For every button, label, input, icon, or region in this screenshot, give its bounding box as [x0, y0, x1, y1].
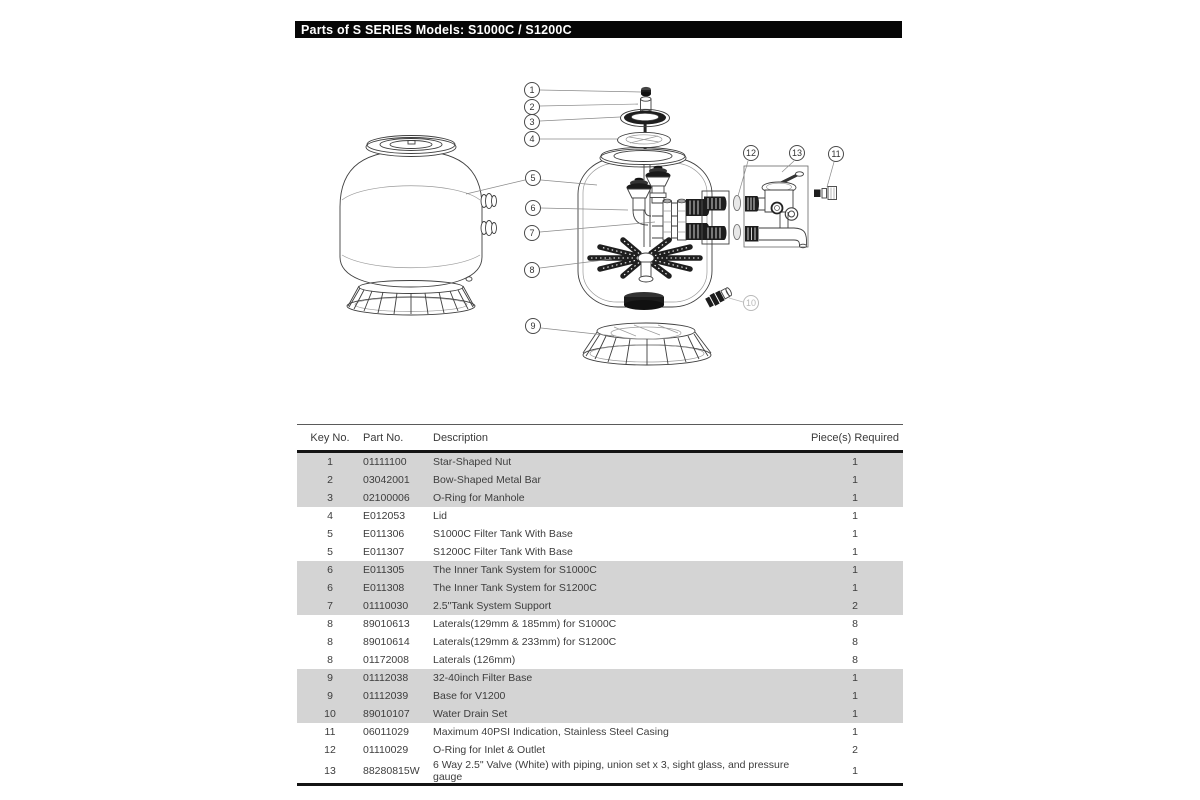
- cell-description: Star-Shaped Nut: [433, 456, 512, 468]
- cell-part-no: 01110029: [363, 744, 409, 756]
- cell-pieces-required: 8: [852, 654, 858, 666]
- callout-7: [525, 226, 540, 241]
- callout-9-label: 9: [530, 321, 536, 331]
- cell-key-no: 2: [327, 474, 333, 486]
- part-manhole-o-ring: [621, 109, 670, 126]
- cell-description: Laterals(129mm & 233mm) for S1200C: [433, 636, 617, 648]
- callout-3-label: 3: [529, 117, 535, 127]
- parts-table: [297, 424, 903, 786]
- callout-10: [744, 296, 759, 311]
- callout-11-label: 11: [831, 149, 841, 159]
- tank-side-port-upper: [481, 194, 497, 209]
- callout-6: [526, 201, 541, 216]
- part-tank-system-support: [663, 199, 686, 240]
- cell-description: Water Drain Set: [433, 708, 508, 720]
- cell-key-no: 5: [327, 528, 333, 540]
- part-filter-base: [583, 323, 711, 365]
- cell-pieces-required: 1: [852, 708, 858, 720]
- part-six-way-valve: [744, 166, 808, 248]
- cell-part-no: 01172008: [363, 654, 409, 666]
- part-laterals: [590, 240, 700, 282]
- callout-4-label: 4: [529, 134, 535, 144]
- callout-5: [526, 171, 541, 186]
- cell-part-no: 02100006: [363, 492, 410, 504]
- callout-10-label: 10: [745, 298, 757, 308]
- cell-key-no: 10: [324, 708, 336, 720]
- callout-2-label: 2: [529, 102, 535, 112]
- callout-3: [525, 115, 540, 130]
- tank-side-port-lower: [481, 221, 497, 236]
- part-lid: [618, 132, 671, 147]
- cell-key-no: 4: [327, 510, 333, 522]
- cell-pieces-required: 1: [852, 672, 858, 684]
- cell-key-no: 3: [327, 492, 333, 504]
- cell-description: Laterals(129mm & 185mm) for S1000C: [433, 618, 617, 630]
- cell-part-no: E011307: [363, 546, 405, 558]
- callout-2: [525, 100, 540, 115]
- page-title: Parts of S SERIES Models: S1000C / S1200C: [301, 22, 572, 37]
- part-union-connectors: [702, 191, 729, 244]
- cell-pieces-required: 1: [852, 564, 858, 576]
- callout-7-label: 7: [529, 228, 535, 238]
- tank-bottom-drain-collar: [624, 292, 664, 310]
- table-row: [297, 615, 903, 633]
- table-row: [297, 507, 903, 525]
- cell-description: S1200C Filter Tank With Base: [433, 546, 573, 558]
- cell-key-no: 8: [327, 654, 333, 666]
- callout-8: [525, 263, 540, 278]
- table-row: [297, 561, 903, 579]
- cell-key-no: 12: [324, 744, 336, 756]
- callout-9: [526, 319, 541, 334]
- table-row: [297, 651, 903, 669]
- cell-part-no: 88280815W: [363, 765, 420, 777]
- cell-pieces-required: 1: [852, 510, 858, 522]
- cell-pieces-required: 1: [852, 492, 858, 504]
- callout-6-label: 6: [530, 203, 536, 213]
- cell-part-no: E011305: [363, 564, 405, 576]
- cell-description: The Inner Tank System for S1200C: [433, 582, 597, 594]
- callout-12: [744, 146, 759, 161]
- cell-description: Maximum 40PSI Indication, Stainless Steel Casing: [433, 726, 669, 738]
- part-water-drain-set: [705, 286, 734, 309]
- cell-pieces-required: 1: [852, 474, 858, 486]
- cell-part-no: E011306: [363, 528, 405, 540]
- cell-part-no: 01112038: [363, 672, 409, 684]
- table-row: [297, 471, 903, 489]
- cell-pieces-required: 8: [852, 636, 858, 648]
- cell-description: Bow-Shaped Metal Bar: [433, 474, 541, 486]
- cell-part-no: 01112039: [363, 690, 409, 702]
- cell-key-no: 7: [327, 600, 333, 612]
- cell-pieces-required: 1: [852, 765, 858, 777]
- table-row: [297, 687, 903, 705]
- cell-pieces-required: 1: [852, 690, 858, 702]
- part-inner-tank-system: [627, 165, 710, 247]
- parts-table-header: [297, 425, 903, 452]
- cell-description: 32-40inch Filter Base: [433, 672, 533, 684]
- cell-part-no: E012053: [363, 510, 406, 522]
- column-header-pieces-required: Piece(s) Required: [807, 425, 903, 452]
- cell-part-no: 89010107: [363, 708, 410, 720]
- cell-part-no: 89010614: [363, 636, 410, 648]
- cell-part-no: 01110030: [363, 600, 409, 612]
- table-row: [297, 489, 903, 507]
- cell-pieces-required: 1: [852, 726, 858, 738]
- table-row: [297, 759, 903, 785]
- cell-key-no: 8: [327, 618, 333, 630]
- part-pressure-gauge-fitting: [814, 187, 837, 200]
- cell-part-no: 01111100: [363, 456, 407, 468]
- callout-5-label: 5: [530, 173, 536, 183]
- cell-description: O-Ring for Inlet & Outlet: [433, 744, 546, 756]
- tank-base-skirt: [347, 281, 475, 316]
- column-header-part-no: Part No.: [363, 425, 433, 452]
- parts-table-body: [297, 452, 903, 785]
- table-row: [297, 633, 903, 651]
- cell-key-no: 1: [327, 456, 333, 468]
- cell-key-no: 6: [327, 582, 333, 594]
- cell-key-no: 11: [324, 726, 336, 738]
- cell-key-no: 9: [327, 672, 333, 684]
- callout-8-label: 8: [529, 265, 535, 275]
- cell-pieces-required: 1: [852, 582, 858, 594]
- table-row: [297, 543, 903, 561]
- cell-description: Lid: [433, 510, 448, 522]
- cell-part-no: 06011029: [363, 726, 409, 738]
- callout-1-label: 1: [529, 85, 535, 95]
- cell-description: Laterals (126mm): [433, 654, 516, 666]
- cell-description: 6 Way 2.5" Valve (White) with piping, union set x 3, sight glass, and pressure gauge: [433, 759, 790, 783]
- cell-pieces-required: 8: [852, 618, 858, 630]
- table-row: [297, 579, 903, 597]
- cell-pieces-required: 1: [852, 528, 858, 540]
- table-row: [297, 452, 903, 472]
- cell-key-no: 5: [327, 546, 333, 558]
- cell-pieces-required: 2: [852, 600, 858, 612]
- cell-key-no: 8: [327, 636, 333, 648]
- cell-description: The Inner Tank System for S1000C: [433, 564, 597, 576]
- callout-1: [525, 83, 540, 98]
- callout-12-label: 12: [745, 148, 757, 158]
- cell-description: Base for V1200: [433, 690, 506, 702]
- cell-key-no: 9: [327, 690, 333, 702]
- cell-description: S1000C Filter Tank With Base: [433, 528, 573, 540]
- cell-pieces-required: 2: [852, 744, 858, 756]
- table-row: [297, 705, 903, 723]
- table-row: [297, 597, 903, 615]
- callout-4: [525, 132, 540, 147]
- callout-13: [790, 146, 805, 161]
- table-row: [297, 723, 903, 741]
- cell-part-no: E011308: [363, 582, 405, 594]
- table-row: [297, 669, 903, 687]
- assembled-tank: [340, 136, 497, 316]
- cell-pieces-required: 1: [852, 546, 858, 558]
- callout-13-label: 13: [791, 148, 803, 158]
- cell-key-no: 6: [327, 564, 333, 576]
- part-inlet-outlet-o-rings: [733, 195, 740, 239]
- column-header-description: Description: [433, 425, 807, 452]
- part-star-shaped-nut: [641, 87, 651, 97]
- table-row: [297, 741, 903, 759]
- cell-part-no: 03042001: [363, 474, 410, 486]
- cell-description: O-Ring for Manhole: [433, 492, 525, 504]
- column-header-key-no: Key No.: [297, 425, 363, 452]
- table-row: [297, 525, 903, 543]
- cell-key-no: 13: [324, 765, 336, 777]
- cell-pieces-required: 1: [852, 456, 858, 468]
- callout-11: [829, 147, 844, 162]
- cell-part-no: 89010613: [363, 618, 410, 630]
- cell-description: 2.5"Tank System Support: [433, 600, 552, 612]
